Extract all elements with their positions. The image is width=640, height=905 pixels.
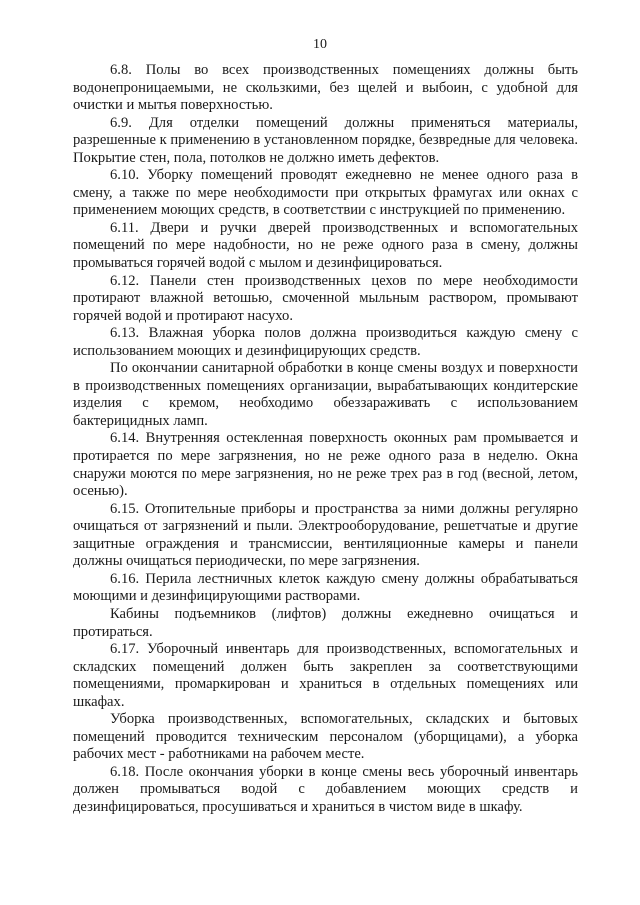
paragraph-6-13: 6.13. Влажная уборка полов должна производиться каждую смену с использованием моющих и дезинфицирующих средств. xyxy=(73,325,578,359)
paragraph-6-9: 6.9. Для отделки помещений должны применяться материалы, разрешенные к применению в установленном порядке, безвредные для человека. Покрытие стен, пола, потолков не должно иметь дефектов. xyxy=(73,114,578,166)
paragraph-6-16: 6.16. Перила лестничных клеток каждую смену должны обрабатываться моющими и дезинфицирующими растворами. xyxy=(73,570,578,605)
paragraph-6-8: 6.8. Полы во всех производственных помещениях должны быть водонепроницаемыми, не скользкими, без щелей и выбоин, с удобной для очистки и мытья поверхностью. xyxy=(73,62,578,114)
paragraph-6-14: 6.14. Внутренняя остекленная поверхность оконных рам промывается и протирается по мере загрязнения, но не реже одного раза в неделю. Окна снаружи моются по мере загрязнения, но не реже трех раз в год (весной, летом, осенью). xyxy=(73,430,578,500)
paragraph-6-15: 6.15. Отопительные приборы и пространства за ними должны регулярно очищаться от загрязнений и пыли. Электрооборудование, решетчатые и другие защитные ограждения и трансмиссии, вентиляционные камеры и панели должны очищаться периодически, по мере загрязнения. xyxy=(73,500,578,570)
page-number: 10 xyxy=(313,37,327,52)
paragraph-6-18: 6.18. После окончания уборки в конце смены весь уборочный инвентарь должен промываться водой с добавлением моющих средств и дезинфицироваться, просушиваться и храниться в чистом виде в шкафу. xyxy=(73,763,578,815)
paragraph-6-12: 6.12. Панели стен производственных цехов по мере необходимости протирают влажной ветошью, смоченной мыльным раствором, промывают горячей водой и протирают насухо. xyxy=(73,272,578,324)
paragraph-6-16-continued: Кабины подъемников (лифтов) должны ежедневно очищаться и протираться. xyxy=(73,605,578,640)
paragraph-6-10: 6.10. Уборку помещений проводят ежедневно не менее одного раза в смену, а также по мере необходимости при открытых фрамугах или окнах с применением моющих средств, в соответствии с инструкцией по применению. xyxy=(73,167,578,219)
paragraph-6-17: 6.17. Уборочный инвентарь для производственных, вспомогательных и складских помещений должен быть закреплен за соответствующими помещениями, промаркирован и храниться в отдельных помещениях или шкафах. xyxy=(73,641,578,710)
document-body xyxy=(73,62,578,817)
paragraph-6-11: 6.11. Двери и ручки дверей производственных и вспомогательных помещений по мере надобности, но не реже одного раза в смену, должны промываться горячей водой с мылом и дезинфицироваться. xyxy=(73,219,578,272)
paragraph-6-17-continued: Уборка производственных, вспомогательных, складских и бытовых помещений проводится техническим персоналом (уборщицами), а уборка рабочих мест - работниками на рабочем месте. xyxy=(73,711,578,763)
paragraph-6-13-continued: По окончании санитарной обработки в конце смены воздух и поверхности в производственных помещениях организации, вырабатывающих кондитерские изделия с кремом, необходимо обеззараживать с использованием бактерицидных ламп. xyxy=(73,360,578,429)
